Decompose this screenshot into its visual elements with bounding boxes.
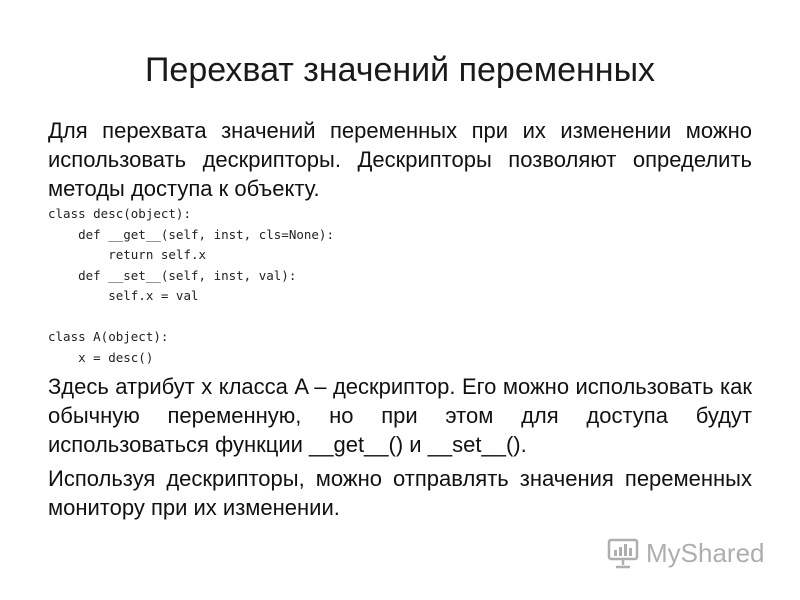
code-line: return self.x <box>48 247 207 262</box>
code-line: x = desc() <box>48 349 154 365</box>
code-block <box>48 204 648 368</box>
code-line: class desc(object): <box>48 206 191 221</box>
code-line: def __get__(self, inst, cls=None): <box>48 226 334 242</box>
explanation-paragraph: Здесь атрибут x класса A – дескриптор. Его можно использовать как обычную переменную, но при этом для доступа будут использоваться функции __get__() и __set__(). <box>48 374 752 457</box>
note-paragraph: Используя дескрипторы, можно отправлять значения переменных монитору при их изменении. <box>48 466 752 520</box>
code-line: class A(object): <box>48 329 169 344</box>
presentation-board-icon <box>606 536 640 570</box>
code-line: def __set__(self, inst, val): <box>48 267 297 283</box>
watermark-logo <box>606 536 765 570</box>
slide-title: Перехват значений переменных <box>144 51 656 89</box>
code-line <box>48 307 648 328</box>
intro-paragraph: Для перехвата значений переменных при их изменении можно использовать дескрипторы. Дескрипторы позволяют определить методы доступа к объекту. <box>48 118 752 201</box>
code-line: self.x = val <box>48 288 199 303</box>
watermark-text: MyShared <box>646 537 765 568</box>
